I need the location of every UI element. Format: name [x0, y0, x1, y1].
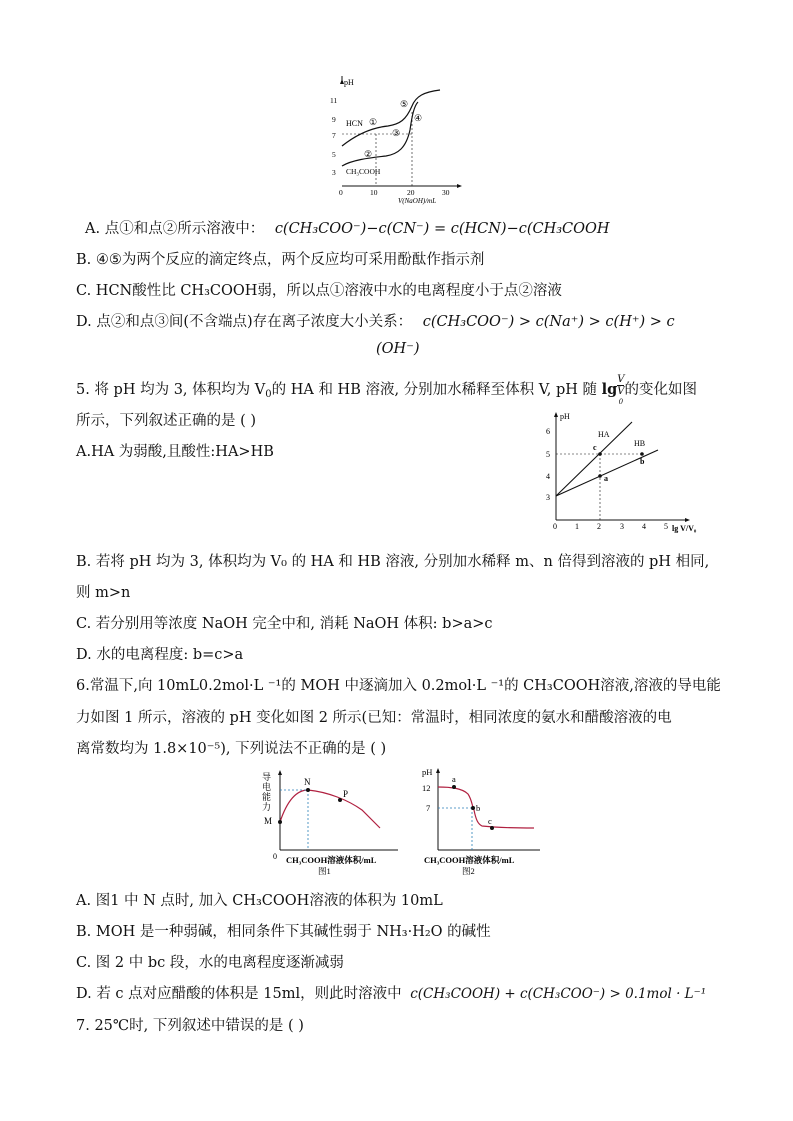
hb-label: HB [634, 439, 646, 448]
ch3cooh-label: CH₃COOH [346, 167, 381, 176]
svg-text:1: 1 [575, 522, 579, 531]
q4-option-d-formula: c(CH₃COO⁻) > c(Na⁺) > c(H⁺) > c [422, 314, 675, 330]
q4-option-c: C. HCN酸性比 CH₃COOH弱，所以点①溶液中水的电离程度小于点②溶液 [76, 283, 562, 299]
origin-label: 0 [273, 852, 277, 861]
y-axis-label: pH [560, 412, 570, 421]
ytick-5: 5 [332, 150, 336, 159]
point-5: ⑤ [400, 99, 409, 109]
q5-option-d: D. 水的电离程度: b=c>a [76, 647, 244, 663]
q6-option-a: A. 图1 中 N 点时, 加入 CH₃COOH溶液的体积为 10mL [76, 893, 443, 909]
svg-text:6: 6 [546, 427, 550, 436]
q4-titration-figure [328, 76, 468, 206]
svg-text:0: 0 [553, 522, 557, 531]
figure-1-caption: 图1 [318, 866, 331, 876]
point-1: ① [369, 117, 378, 127]
x-axis-label: lg V/V₀ [672, 524, 697, 533]
point-3: ③ [392, 128, 401, 138]
q5-dilution-figure [538, 408, 698, 538]
figure-2-caption: 图2 [462, 866, 475, 876]
ha-label: HA [598, 430, 610, 439]
q6-option-c: C. 图 2 中 bc 段，水的电离程度逐渐减弱 [76, 955, 344, 971]
q4-option-a: A. 点①和点②所示溶液中： c(CH₃COO⁻)−c(CN⁻) = c(HCN)−c(CH₃COOH [85, 221, 610, 237]
point-a: a [604, 474, 608, 483]
svg-text:3: 3 [546, 493, 550, 502]
xtick-20: 20 [407, 188, 415, 197]
ha-line [556, 422, 632, 496]
point-4: ④ [414, 113, 423, 123]
q6-stem-line2: 力如图 1 所示，溶液的 pH 变化如图 2 所示(已知：常温时，相同浓度的氨水和醋酸溶液的电 [76, 710, 672, 726]
ytick-7: 7 [332, 131, 336, 140]
svg-text:5: 5 [664, 522, 668, 531]
q6-stem-line3: 离常数均为 1.8×10⁻⁵), 下列说法不正确的是 ( ) [76, 741, 387, 757]
q4-option-d-formula-cont: (OH⁻) [376, 341, 420, 357]
y-axis-label: 导电能力 [262, 772, 272, 812]
q6-stem-line1: 6.常温下,向 10mL0.2mol·L ⁻¹的 MOH 中逐滴加入 0.2mol·L ⁻¹的 CH₃COOH溶液,溶液的导电能 [76, 678, 721, 694]
ph-curve [438, 787, 534, 828]
q4-option-d: D. 点②和点③间(不含端点)存在离子浓度大小关系： c(CH₃COO⁻) > c(Na⁺) > c(H⁺) > c [76, 314, 675, 330]
svg-text:4: 4 [546, 472, 550, 481]
point-c: c [593, 443, 597, 452]
point-c-label: c [488, 816, 492, 826]
point-b-label: b [476, 803, 481, 813]
q5-option-b-line1: B. 若将 pH 均为 3, 体积均为 V₀ 的 HA 和 HB 溶液, 分别加水稀释 m、n 倍得到溶液的 pH 相同, [76, 554, 710, 570]
hcn-curve [342, 90, 440, 146]
ytick-3: 3 [332, 168, 336, 177]
q5-option-a: A.HA 为弱酸,且酸性:HA>HB [76, 444, 274, 460]
point-a-label: a [452, 774, 456, 784]
point-b: b [640, 457, 645, 466]
ytick-7: 7 [426, 803, 431, 813]
q6-option-d-formula: c(CH₃COOH) + c(CH₃COO⁻) > 0.1mol · L⁻¹ [410, 986, 707, 1002]
q6-conductivity-figure [258, 766, 408, 876]
point-n-label: N [304, 777, 311, 787]
conductivity-curve [280, 790, 380, 828]
svg-text:5: 5 [546, 450, 550, 459]
ytick-9: 9 [332, 115, 336, 124]
point-p-label: P [343, 789, 349, 799]
xtick-0: 0 [339, 188, 343, 197]
y-axis-label: pH [344, 78, 354, 87]
point-m-label: M [264, 816, 273, 826]
svg-text:4: 4 [642, 522, 646, 531]
x-axis-label: V(NaOH)/mL [398, 197, 437, 205]
q4-option-a-formula: c(CH₃COO⁻)−c(CN⁻) = c(HCN)−c(CH₃COOH [274, 221, 610, 237]
q7-stem: 7. 25℃时, 下列叙述中错误的是 ( ) [76, 1018, 304, 1034]
point-2: ② [364, 149, 373, 159]
y-axis-label: pH [422, 767, 433, 777]
q5-stem-line1: 5. 将 pH 均为 3, 体积均为 $V_0$的 HA 和 HB 溶液, 分别加水稀释至体积 V, pH 随 lg V V 0 的变化如图 [76, 374, 697, 406]
ytick-11: 11 [330, 96, 338, 105]
xtick-10: 10 [370, 188, 378, 197]
svg-text:2: 2 [597, 522, 601, 531]
q5-option-b-line2: 则 m>n [76, 585, 131, 601]
q6-option-d: D. 若 c 点对应醋酸的体积是 15ml，则此时溶液中 c(CH₃COOH) + c(CH₃COO⁻) > 0.1mol · L⁻¹ [76, 986, 707, 1002]
q5-option-c: C. 若分别用等浓度 NaOH 完全中和, 消耗 NaOH 体积: b>a>c [76, 616, 493, 632]
q5-stem-line2: 所示，下列叙述正确的是 ( ) [76, 413, 257, 429]
svg-text:3: 3 [620, 522, 624, 531]
q6-option-b: B. MOH 是一种弱碱，相同条件下其碱性弱于 NH₃·H₂O 的碱性 [76, 924, 491, 940]
hcn-label: HCN [346, 119, 363, 128]
x-axis-label: CH₃COOH溶液体积/mL [286, 855, 377, 865]
ytick-12: 12 [422, 783, 431, 793]
q4-option-b: B. ④⑤为两个反应的滴定终点，两个反应均可采用酚酞作指示剂 [76, 252, 485, 268]
x-axis-label: CH₃COOH溶液体积/mL [424, 855, 515, 865]
v-over-v0-fraction: V V 0 [617, 374, 625, 406]
q6-ph-figure [420, 766, 550, 876]
xtick-30: 30 [442, 188, 450, 197]
